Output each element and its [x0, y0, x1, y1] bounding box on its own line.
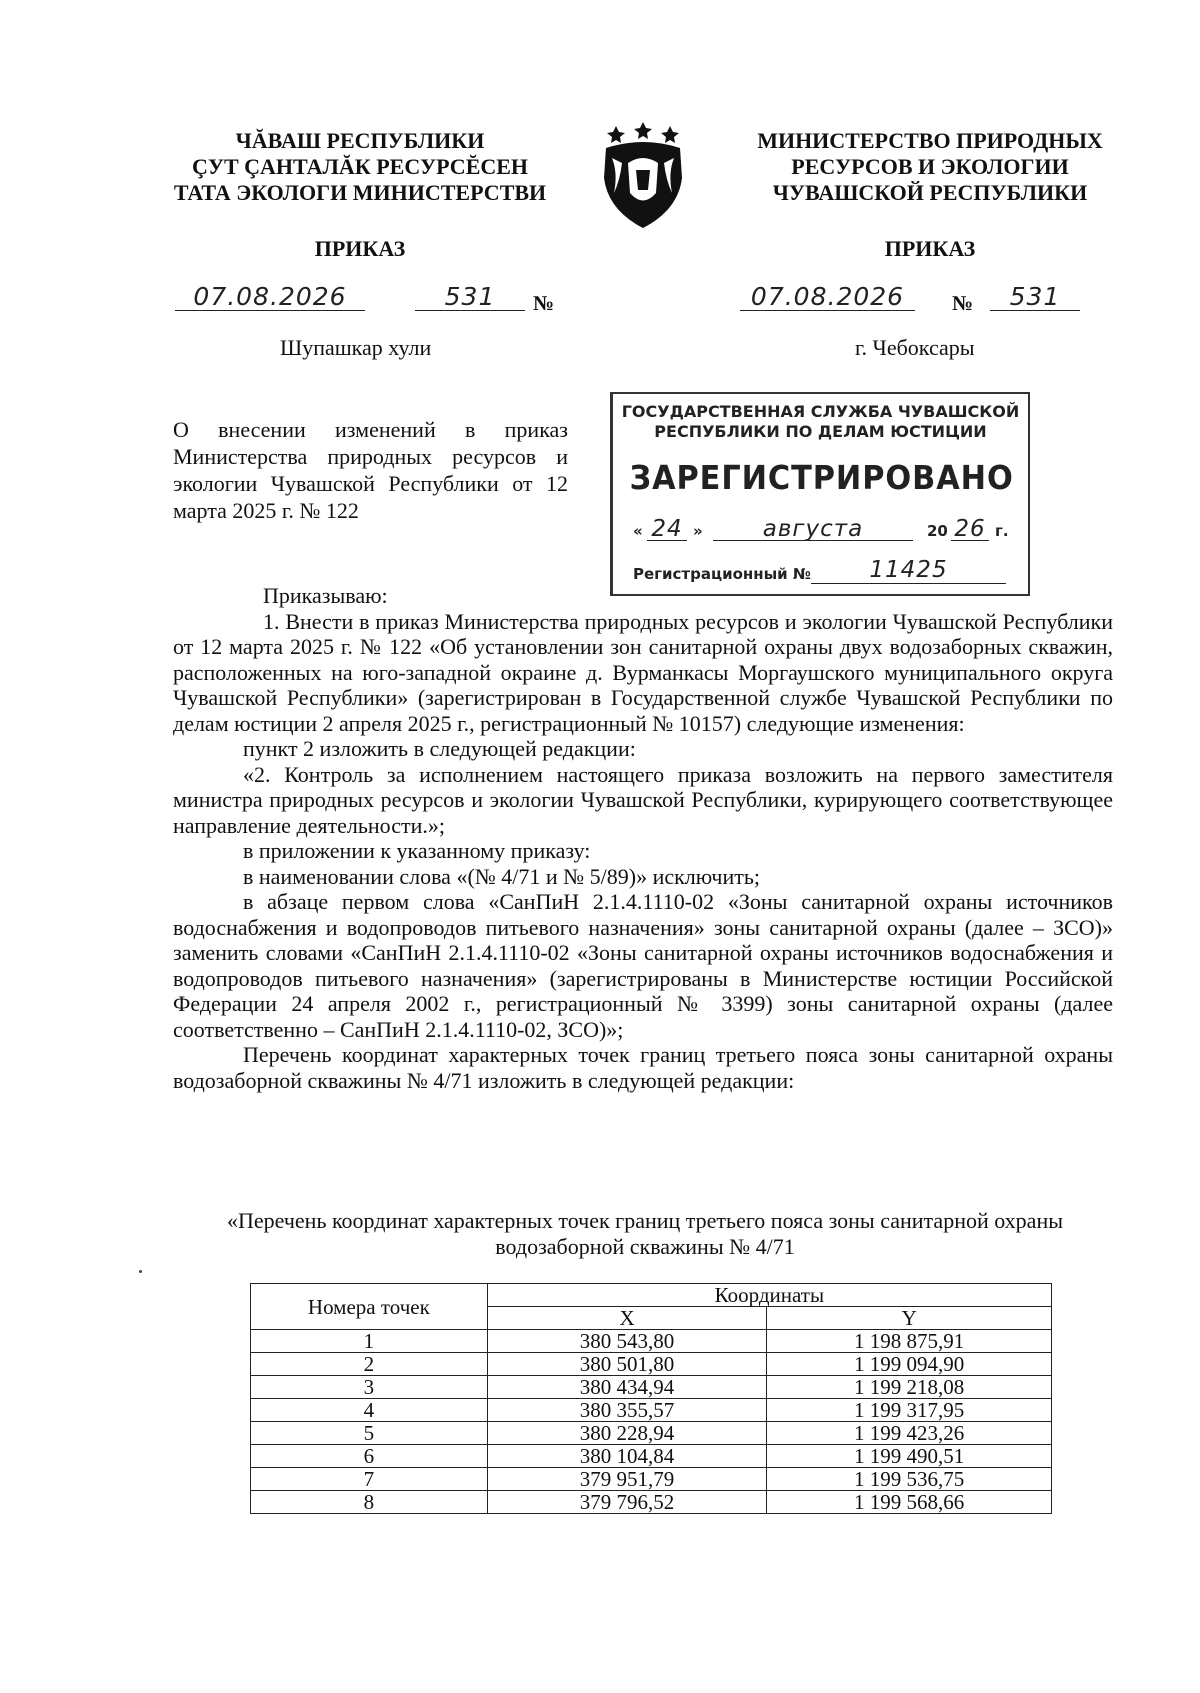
- stamp-month-line: [713, 516, 913, 541]
- prikaz-title-right: ПРИКАЗ: [884, 236, 976, 261]
- col-header-points: Номера точек: [251, 1284, 488, 1330]
- right-date-line: [740, 282, 915, 311]
- stamp-day-handwritten: 24: [651, 516, 683, 542]
- cell-point: 2: [251, 1353, 488, 1376]
- body-paragraph: пункт 2 изложить в следующей редакции:: [243, 736, 636, 761]
- cell-point: 1: [251, 1330, 488, 1353]
- table-row: [251, 1468, 1052, 1491]
- body-paragraph: Перечень координат характерных точек границ третьего пояса зоны санитарной охраны водозаборной скважины № 4/71 изложить в следующей редакции:: [173, 1042, 1113, 1093]
- left-number-sign: №: [533, 291, 555, 315]
- stamp-year-line: [951, 516, 989, 541]
- table-caption-line: водозаборной скважины № 4/71: [495, 1233, 795, 1259]
- header-left-line: ЧĂВАШ РЕСПУБЛИКИ: [235, 128, 485, 153]
- cell-x: 379 951,79: [487, 1468, 767, 1491]
- left-number-line: [415, 282, 525, 311]
- cell-y: 1 198 875,91: [767, 1330, 1052, 1353]
- registration-stamp: [610, 392, 1030, 596]
- cell-x: 380 434,94: [487, 1376, 767, 1399]
- coordinates-table: [250, 1283, 1052, 1514]
- header-right-line: МИНИСТЕРСТВО ПРИРОДНЫХ: [757, 128, 1103, 153]
- table-row: [251, 1445, 1052, 1468]
- stamp-reg-label: Регистрационный №: [633, 565, 811, 583]
- stamp-date-row: [633, 516, 1028, 546]
- stamp-quote-open: «: [633, 522, 643, 540]
- stamp-year-handwritten: 26: [954, 516, 986, 542]
- left-date-line: [175, 282, 365, 311]
- body-paragraph: в наименовании слова «(№ 4/71 и № 5/89)» исключить;: [243, 863, 760, 889]
- right-number-handwritten: 531: [1009, 282, 1061, 311]
- header-left: [160, 128, 560, 206]
- cell-point: 3: [251, 1376, 488, 1399]
- cell-y: 1 199 317,95: [767, 1399, 1052, 1422]
- stamp-year-prefix: 20: [927, 522, 948, 540]
- cell-point: 7: [251, 1468, 488, 1491]
- stamp-year-unit: г.: [995, 522, 1009, 540]
- stamp-day-line: [647, 516, 687, 541]
- table-row: [251, 1399, 1052, 1422]
- cell-point: 6: [251, 1445, 488, 1468]
- table-row: [251, 1491, 1052, 1514]
- col-header-coords: Координаты: [487, 1284, 1051, 1307]
- header-left-line: ÇУТ ÇАНТАЛĂК РЕСУРСĔСЕН: [191, 154, 529, 179]
- city-right: г. Чебоксары: [855, 335, 975, 360]
- left-date-handwritten: 07.08.2026: [193, 282, 347, 311]
- cell-x: 380 104,84: [487, 1445, 767, 1468]
- body-paragraph: в абзаце первом слова «СанПиН 2.1.4.1110-02 «Зоны санитарной охраны источников водоснабжения и водопроводов питьевого назначения» зоны санитарной охраны (далее – ЗСО)» заменить словами «СанПиН 2.1.4.1110-02 «Зоны санитарной охраны источников водоснабжения и водопроводов питьевого назначения» (зарегистрированы в Министерстве юстиции Российской Федерации 24 апреля 2002 г., регистрационный № 3399) зоны санитарной охраны (далее соответственно – СанПиН 2.1.4.1110-02, ЗСО)»;: [173, 889, 1113, 1042]
- header-right-line: РЕСУРСОВ И ЭКОЛОГИИ: [791, 154, 1069, 179]
- header-right-line: ЧУВАШСКОЙ РЕСПУБЛИКИ: [772, 180, 1088, 205]
- col-header-y: Y: [767, 1307, 1052, 1330]
- cell-point: 4: [251, 1399, 488, 1422]
- city-left: Шупашкар хули: [280, 335, 432, 360]
- cell-y: 1 199 536,75: [767, 1468, 1052, 1491]
- cell-y: 1 199 094,90: [767, 1353, 1052, 1376]
- header-left-line: ТАТА ЭКОЛОГИ МИНИСТЕРСТВИ: [173, 180, 547, 205]
- stamp-org-line: РЕСПУБЛИКИ ПО ДЕЛАМ ЮСТИЦИИ: [654, 422, 987, 441]
- table-row: [251, 1353, 1052, 1376]
- cell-x: 380 501,80: [487, 1353, 767, 1376]
- body-paragraph: в приложении к указанному приказу:: [243, 838, 591, 863]
- cell-x: 380 355,57: [487, 1399, 767, 1422]
- cell-y: 1 199 568,66: [767, 1491, 1052, 1514]
- cell-y: 1 199 218,08: [767, 1376, 1052, 1399]
- cell-point: 5: [251, 1422, 488, 1445]
- order-subject: О внесении изменений в приказ Министерства природных ресурсов и экологии Чувашской Республики от 12 марта 2025 г. № 122: [173, 417, 568, 523]
- cell-x: 380 228,94: [487, 1422, 767, 1445]
- table-row: [251, 1376, 1052, 1399]
- table-row: [251, 1330, 1052, 1353]
- table-caption: [160, 1208, 1130, 1259]
- prikaz-title-left: ПРИКАЗ: [314, 236, 406, 261]
- stamp-org-line: ГОСУДАРСТВЕННАЯ СЛУЖБА ЧУВАШСКОЙ: [621, 402, 1020, 421]
- col-header-x: X: [487, 1307, 767, 1330]
- stamp-reg-number-handwritten: 11425: [869, 557, 948, 583]
- right-number-line: [990, 282, 1080, 311]
- cell-x: 379 796,52: [487, 1491, 767, 1514]
- right-date-handwritten: 07.08.2026: [750, 282, 905, 311]
- order-body: [173, 583, 1113, 1093]
- left-number-handwritten: 531: [444, 282, 496, 311]
- table-caption-line: «Перечень координат характерных точек границ третьего пояса зоны санитарной охраны: [226, 1208, 1064, 1233]
- cell-point: 8: [251, 1491, 488, 1514]
- coordinates-body: [251, 1330, 1052, 1514]
- coat-of-arms-emblem: [598, 118, 688, 233]
- body-paragraph: 1. Внести в приказ Министерства природных ресурсов и экологии Чувашской Республики от 12 марта 2025 г. № 122 «Об установлении зон санитарной охраны двух водозаборных скважин, расположенных на юго-западной окраине д. Вурманкасы Моргаушского муниципального округа Чувашской Республики» (зарегистрирован в Государственной службе Чувашской Республики по делам юстиции 2 апреля 2025 г., регистрационный № 10157) следующие изменения:: [173, 608, 1113, 736]
- cell-y: 1 199 423,26: [767, 1422, 1052, 1445]
- right-number-sign: №: [952, 291, 974, 315]
- cell-x: 380 543,80: [487, 1330, 767, 1353]
- stamp-reg-line: [811, 557, 1006, 584]
- body-paragraph: «2. Контроль за исполнением настоящего приказа возложить на первого заместителя министра природных ресурсов и экологии Чувашской Республики, курирующего соответствующее направление деятельности.»;: [173, 761, 1113, 838]
- cell-y: 1 199 490,51: [767, 1445, 1052, 1468]
- stamp-registered: ЗАРЕГИСТРИРОВАНО: [629, 458, 1014, 497]
- body-paragraph: Приказываю:: [263, 583, 388, 608]
- table-row: [251, 1422, 1052, 1445]
- stamp-quote-close: »: [693, 522, 703, 540]
- stamp-month-handwritten: августа: [762, 516, 864, 542]
- header-right: [730, 128, 1130, 206]
- margin-dot: [139, 1270, 142, 1273]
